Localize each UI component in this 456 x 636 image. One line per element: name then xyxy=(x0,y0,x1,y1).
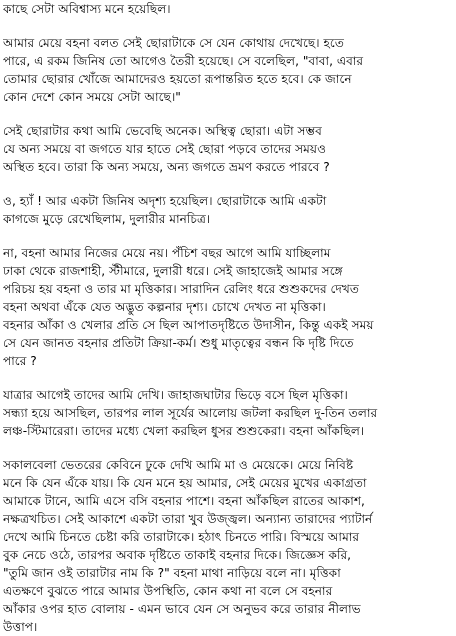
text-line: যাত্রার আগেই তাদের আমি দেখি। জাহাজঘাটার ভিড়ে বসে ছিল মৃত্তিকা। xyxy=(3,388,348,402)
text-line: পারে ? xyxy=(3,354,37,368)
text-line: বহনা অথবা এঁকে যেত অদ্ভুত কল্পনার দৃশ্য। চোখে দেখত না মৃত্তিকা। xyxy=(3,300,326,314)
text-line: অস্থিত হবে। তারা কি অন্য সময়ে, অন্য জগতে ভ্রমণ করতে পারবে ? xyxy=(3,160,330,174)
text-line: কোন দেশে কোন সময়ে সেটা আছে।" xyxy=(3,90,181,104)
text-line: না, বহনা আমার নিজের মেয়ে নয়। পঁচিশ বছর আগে আমি যাচ্ছিলাম xyxy=(3,246,331,260)
text-line: পারে, এ রকম জিনিষ তো আগেও তৈরী হয়েছে। সে বলেছিল, "বাবা, এবার xyxy=(3,54,364,68)
paragraph-5 xyxy=(3,244,453,370)
text-line: আঁকার ওপর হাত বোলায় - এমন ভাবে যেন সে অনুভব করে তারার নীলাভ xyxy=(3,602,361,616)
text-line: ও, হ্যাঁ ! আর একটা জিনিষ অদৃশ্য হয়েছিল। ছোরাটাকে আমি একটা xyxy=(3,194,327,208)
text-line: আমাকে টানে, আমি এসে বসি বহনার পাশে। বহনা আঁকছিল রাতের আকাশ, xyxy=(3,494,365,508)
paragraph-1 xyxy=(3,0,453,18)
text-line: নক্ষত্রখচিত। সেই আকাশে একটা তারা খুব উজ্জ্বল। অন্যান্য তারাদের প্যাটার্ন xyxy=(3,512,373,526)
text-line: কাছে সেটা অবিশ্বাস্য মনে হয়েছিল। xyxy=(3,2,171,16)
text-line: তোমার ছোরার খোঁজে আমাদেরও হয়তো রূপান্তরিত হতে হবে। কে জানে xyxy=(3,72,352,86)
paragraph-gap xyxy=(3,176,453,192)
text-line: আমার মেয়ে বহনা বলত সেই ছোরাটাকে সে যেন কোথায় দেখেছে। হতে xyxy=(3,36,344,50)
paragraph-gap xyxy=(3,106,453,122)
paragraph-gap xyxy=(3,440,453,456)
paragraph-gap xyxy=(3,370,453,386)
text-line: উত্তাপ। xyxy=(3,620,38,634)
paragraph-2 xyxy=(3,34,453,106)
text-line: লঞ্চ-স্টিমারেরা। তাদের মধ্যে খেলা করছিল ধুসর শুশুকেরা। বহনা আঁকছিল। xyxy=(3,424,365,438)
text-line: কাগজে মুড়ে রেখেছিলাম, দুলারীর মানচিত্র। xyxy=(3,212,211,226)
text-line: বহনার আঁকা ও খেলার প্রতি সে ছিল আপাতদৃষ্টিতে উদাসীন, কিন্তু একই সময় xyxy=(3,318,374,332)
paragraph-gap xyxy=(3,18,453,34)
text-line: সকালবেলা ভেতরের কেবিনে ঢুকে দেখি আমি মা ও মেয়েকে। মেয়ে নিবিষ্ট xyxy=(3,458,354,472)
paragraph-3 xyxy=(3,122,453,176)
text-line: সন্ধ্যা হয়ে আসছিল, তারপর লাল সূর্যের আলোয় জটলা করছিল দু-তিন তলার xyxy=(3,406,378,420)
text-line: এতক্ষণে বুঝতে পারে আমার উপস্থিতি, কোন কথা না বলে সে বহনার xyxy=(3,584,333,598)
text-line: ঢাকা থেকে রাজশাহী, স্টীমারে, দুলারী ধরে। সেই জাহাজেই আমার সঙ্গে xyxy=(3,264,343,278)
text-line: যে অন্য সময়ে বা জগতে যার হাতে সেই ছোরা পড়বে তাদের সময়ও xyxy=(3,142,327,156)
paragraph-4 xyxy=(3,192,453,228)
text-line: সেই ছোরাটার কথা আমি ভেবেছি অনেক। অস্থিত্ব ছোরা। এটা সম্ভব xyxy=(3,124,322,138)
paragraph-6 xyxy=(3,386,453,440)
text-line: মনে কি যেন এঁকে যায়। কি যেন মনে হয় আমার, সেই মেয়ের মুখের একাগ্রতা xyxy=(3,476,367,490)
document-page xyxy=(3,0,453,636)
paragraph-gap xyxy=(3,228,453,244)
text-line: পরিচয় হয় বহনা ও তার মা মৃত্তিকার। সারাদিন রেলিং ধরে শুশুকদের দেখত xyxy=(3,282,360,296)
text-line: সে যেন জানত বহনার প্রতিটা ক্রিয়া-কর্ম। শুধু মাতৃত্বের বন্ধন কি দৃষ্টি দিতে xyxy=(3,336,354,350)
text-line: "তুমি জান ওই তারাটার নাম কি ?" বহনা মাথা নাড়িয়ে বলে না। মৃত্তিকা xyxy=(3,566,341,580)
text-line: দেখে আমি চিনতে চেষ্টা করি তারাটাকে। হঠাৎ চিনতে পারি। বিস্ময়ে আমার xyxy=(3,530,360,544)
paragraph-7 xyxy=(3,456,453,636)
text-line: বুক নেচে ওঠে, তারপর অবাক দৃষ্টিতে তাকাই বহনার দিকে। জিজ্ঞেস করি, xyxy=(3,548,352,562)
